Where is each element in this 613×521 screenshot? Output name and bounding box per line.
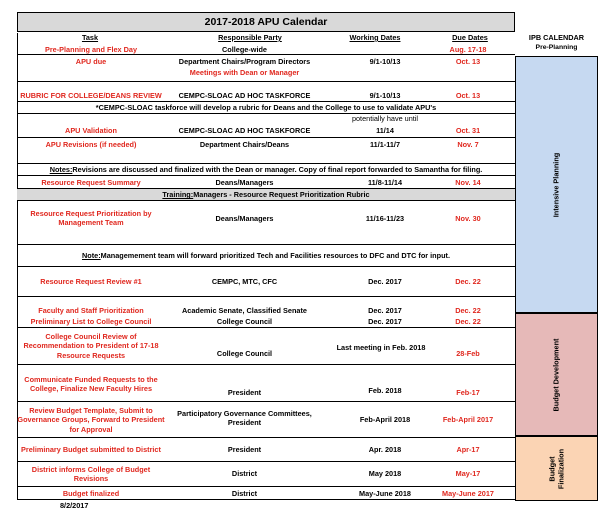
task-cell: Budget finalized <box>62 488 120 498</box>
training-cell: Training: Managers - Resource Request Prioritization Rubric <box>162 190 370 200</box>
table-row <box>17 114 515 138</box>
working-cell: Feb. 2018 <box>368 386 402 396</box>
task-cell: Review Budget Template, Submit to Governance Groups, Forward to President for Approval <box>17 406 165 434</box>
working-note-cell: potentially have until <box>351 114 419 124</box>
task-cell: APU due <box>75 56 107 66</box>
due-cell: Oct. 13 <box>455 56 481 66</box>
phase-intensive-planning-label: Intensive Planning <box>551 152 561 217</box>
table-row <box>17 201 515 245</box>
task-cell: Preliminary Budget submitted to District <box>21 445 161 455</box>
task-cell: Resource Request Summary <box>41 177 141 187</box>
task-cell: Preliminary List to College Council <box>30 316 152 326</box>
party-cell: CEMPC-SLOAC AD HOC TASKFORCE <box>178 91 311 101</box>
task-cell: Faculty and Staff Prioritization <box>38 305 144 315</box>
due-cell: Feb-17 <box>456 388 480 398</box>
working-cell: 9/1-10/13 <box>369 56 401 66</box>
note-cell: *CEMPC-SLOAC taskforce will develop a rubric for Deans and the College to use to validate APU's <box>95 103 437 113</box>
note-cell: Note: Managemement team will forward prioritized Tech and Facilities resources to DFC and DTC for input. <box>81 251 451 261</box>
party-cell: Department Chairs/Program Directors <box>178 56 311 66</box>
due-cell: Nov. 14 <box>455 177 481 187</box>
due-cell: Nov. 7 <box>457 139 479 149</box>
working-cell: 9/1-10/13 <box>369 91 401 101</box>
working-cell: 11/8-11/14 <box>367 177 403 187</box>
task-cell: Communicate Funded Requests to the College, Finalize New Faculty Hires <box>24 374 158 393</box>
table-row <box>17 82 515 102</box>
party-cell: CEMPC, MTC, CFC <box>211 277 278 287</box>
ipb-pre-planning-label: Pre-Planning <box>535 44 578 51</box>
party-cell: Deans/Managers <box>215 214 274 224</box>
party-cell: Academic Senate, Classified Senate <box>182 305 307 315</box>
task-cell: Resource Request Review #1 <box>40 277 142 287</box>
phase-budget-finalization <box>515 436 598 501</box>
party-cell: CEMPC-SLOAC AD HOC TASKFORCE <box>178 126 311 136</box>
table-row <box>17 176 515 189</box>
header-due-dates: Due Dates <box>452 33 488 42</box>
phase-budget-finalization-label: Budget Finalization <box>546 448 565 489</box>
due-cell: Nov. 30 <box>455 214 481 224</box>
ipb-calendar-header: IPB CALENDAR <box>528 33 585 42</box>
due-cell: Dec. 22 <box>455 305 481 315</box>
working-cell: 11/14 <box>376 126 394 136</box>
header-responsible-party: Responsible Party <box>218 33 282 42</box>
calendar-title: 2017-2018 APU Calendar <box>17 12 515 32</box>
note-cell: Notes: Revisions are discussed and finalized with the Dean or manager. Copy of final report forwarded to Samantha for filing. <box>49 165 483 175</box>
due-cell: Feb-April 2017 <box>442 415 494 425</box>
due-cell: Oct. 31 <box>455 126 481 136</box>
table-row <box>17 462 515 487</box>
table-row <box>17 44 515 55</box>
party-cell: District <box>231 488 258 498</box>
table-row <box>17 297 515 328</box>
party-cell: College-wide <box>221 44 267 54</box>
table-row <box>17 365 515 402</box>
due-cell: May-June 2017 <box>442 488 494 498</box>
due-cell: Oct. 13 <box>455 91 481 101</box>
task-cell: College Council Review of Recommendation to President of 17-18 Resource Requests <box>23 332 159 360</box>
task-cell: Resource Request Prioritization by Management Team <box>30 208 152 227</box>
party-cell: College Council <box>216 316 273 326</box>
working-cell: 11/16-11/23 <box>365 214 405 224</box>
due-cell: 28-Feb <box>456 349 480 359</box>
working-cell: Apr. 2018 <box>368 445 402 455</box>
party-cell: Participatory Governance Committees, President <box>177 408 312 427</box>
working-cell: Dec. 2017 <box>368 316 402 326</box>
party-note-cell: Meetings with Dean or Manager <box>189 68 300 78</box>
table-row <box>17 55 515 82</box>
footer-date: 8/2/2017 <box>60 501 89 510</box>
working-cell: Dec. 2017 <box>368 277 402 287</box>
task-cell: Pre-Planning and Flex Day <box>44 44 138 54</box>
working-cell: May-June 2018 <box>359 488 411 498</box>
working-cell: May 2018 <box>368 469 402 479</box>
table-row-note <box>17 164 515 176</box>
table-row <box>17 267 515 297</box>
working-cell: Feb-April 2018 <box>359 415 411 425</box>
task-cell: APU Revisions (if needed) <box>45 139 137 149</box>
phase-budget-development <box>515 313 598 436</box>
party-cell: Department Chairs/Deans <box>199 139 290 149</box>
party-cell: President <box>227 388 262 398</box>
due-cell: Dec. 22 <box>455 277 481 287</box>
table-row <box>17 487 515 500</box>
phase-budget-development-label: Budget Development <box>551 338 561 411</box>
table-row <box>17 402 515 438</box>
table-row <box>17 328 515 365</box>
table-row-note <box>17 245 515 267</box>
due-cell: May-17 <box>455 469 481 479</box>
table-row-note <box>17 102 515 114</box>
header-working-dates: Working Dates <box>349 33 401 42</box>
task-cell: RUBRIC FOR COLLEGE/DEANS REVIEW <box>20 91 162 101</box>
due-cell: Apr-17 <box>456 445 480 455</box>
task-cell: APU Validation <box>65 126 117 136</box>
table-row <box>17 438 515 462</box>
party-cell: District <box>231 469 258 479</box>
due-cell: Dec. 22 <box>455 316 481 326</box>
table-row-training <box>17 189 515 201</box>
phase-intensive-planning <box>515 56 598 313</box>
due-cell: Aug. 17-18 <box>449 44 487 54</box>
table-row <box>17 138 515 164</box>
party-cell: Deans/Managers <box>215 177 274 187</box>
header-task: Task <box>81 33 99 42</box>
working-cell: Dec. 2017 <box>368 305 402 315</box>
party-cell: President <box>227 445 262 455</box>
party-cell: College Council <box>216 349 273 359</box>
working-cell: 11/1-11/7 <box>369 139 401 149</box>
task-cell: District informs College of Budget Revisions <box>31 464 151 483</box>
working-cell: Last meeting in Feb. 2018 <box>336 343 426 353</box>
